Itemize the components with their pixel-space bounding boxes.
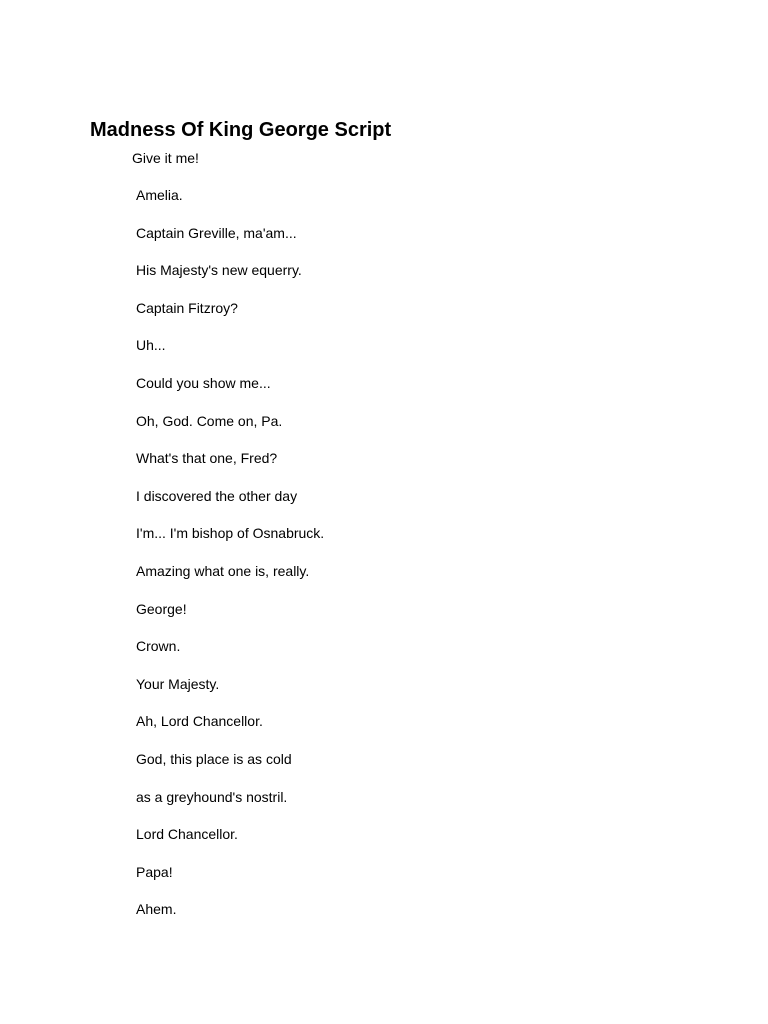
script-line: His Majesty's new equerry. — [136, 262, 302, 279]
script-line: What's that one, Fred? — [136, 450, 278, 467]
script-line: Amelia. — [136, 187, 183, 203]
script-line: I discovered the other day — [136, 487, 298, 504]
script-lines — [136, 186, 324, 938]
page-title: Madness Of King George Script — [90, 119, 392, 141]
script-line: Could you show me... — [136, 374, 271, 391]
script-line: George! — [136, 600, 187, 617]
script-line: Lord Chancellor. — [136, 826, 238, 843]
script-line: Captain Fitzroy? — [136, 299, 238, 316]
script-line: Your Majesty. — [136, 675, 220, 692]
script-line: as a greyhound's nostril. — [136, 788, 288, 805]
script-line: Amazing what one is, really. — [136, 562, 310, 579]
script-line: God, this place is as cold — [136, 750, 292, 767]
script-line: Captain Greville, ma'am... — [136, 224, 297, 241]
script-line: Papa! — [136, 863, 173, 880]
script-line: Ah, Lord Chancellor. — [136, 713, 263, 730]
script-line-first: Give it me! — [132, 150, 199, 166]
script-line: Crown. — [136, 638, 181, 655]
script-line: Oh, God. Come on, Pa. — [136, 412, 283, 429]
script-line: Ahem. — [136, 901, 177, 918]
script-line: I'm... I'm bishop of Osnabruck. — [136, 525, 325, 542]
script-line: Uh... — [136, 337, 166, 354]
